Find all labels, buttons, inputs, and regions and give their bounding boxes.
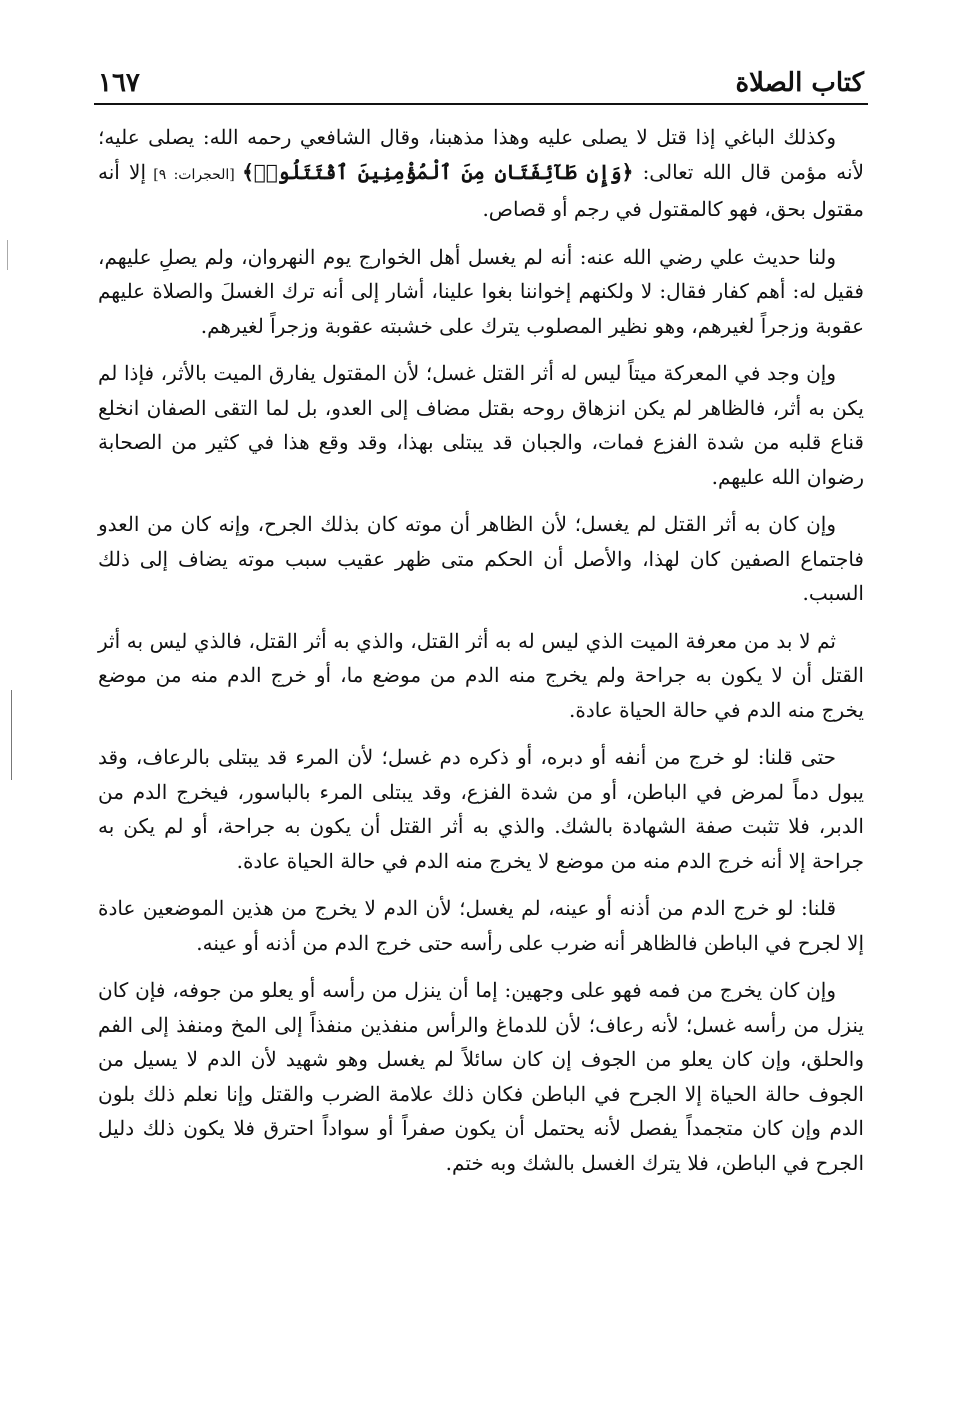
paragraph-7: قلنا: لو خرج الدم من أذنه أو عينه، لم يغسل؛ لأن الدم لا يخرج من هذين الموضعين عادة إلا لجرح في الباطن فالظاهر أنه ضرب على رأسه حتى خرج الدم من أذنه أو عينه.	[98, 896, 864, 955]
scan-margin-line	[11, 690, 12, 780]
paragraph-5: ثم لا بد من معرفة الميت الذي ليس له به أثر القتل، والذي به أثر القتل، فالذي ليس به أثر القتل أن لا يكون به جراحة ولم يخرج منه الدم من موضع ما، أو خرج الدم منه من موضع يخرج منه الدم في حالة الحياة عادة.	[98, 628, 864, 722]
header-divider	[94, 103, 868, 105]
paragraph-4: وإن كان به أثر القتل لم يغسل؛ لأن الظاهر أن موته كان بذلك الجرح، وإنه كان من العدو فاجتماع الصفين كان لهذا، والأصل أن الحكم متى ظهر عقيب سبب موته يضاف إلى ذلك السبب.	[98, 512, 864, 605]
quran-verse: ﴿وَإِن طَآئِفَتَانِ مِنَ ٱلْمُؤْمِنِينَ ٱقْتَتَلُوا۟﴾	[242, 159, 634, 184]
paragraph-text: إلا أنه مقتول بحق، فهو كالمقتول في رجم أو قصاص.	[98, 159, 864, 221]
paragraph-2: ولنا حديث علي رضي الله عنه: أنه لم يغسل أهل الخوارج يوم النهروان، ولم يصلِ عليهم، فقيل له: أهم كفار فقال: لا ولكنهم إخواننا بغوا علينا، أشار إلى أنه ترك الغسلَ والصلاة عليهم عقوبة وزجراً لغيرهم، وهو نظير المصلوب يترك على خشبته عقوبة وزجراً لغيرهم.	[98, 244, 864, 338]
paragraph-8: وإن كان يخرج من فمه فهو على وجهين: إما أن ينزل من رأسه أو يعلو من جوفه، فإن كان ينزل من رأسه غسل؛ لأنه رعاف؛ لأن للدماغ والرأس منفذين منفذاً إلى المخ ومنفذ إلى الفم والحلق، وإن كان يعلو من الجوف إن كان سائلاً لم يغسل وهو شهيد لأن الدم لا يسيل من الجوف حالة الحياة إلا الجرح في الباطن فكان ذلك علامة الضرب والقتل وإنا نعلم ذلك بلون الدم وإن كان متجمداً يفصل لأنه يحتمل أن يكون صفراً أو سواداً احترق فلا يكون ذلك دليل الجرح في الباطن، فلا يترك الغسل بالشك وبه ختم.	[98, 978, 864, 1175]
verse-reference: [الحجرات: ٩]	[146, 166, 243, 183]
chapter-title: كتاب الصلاة	[735, 68, 864, 98]
page-body	[98, 120, 864, 1193]
scan-margin-mark	[7, 240, 8, 270]
paragraph-3: وإن وجد في المعركة ميتاً ليس له أثر القتل غسل؛ لأن المقتول يفارق الميت بالأثر، فإذا لم يكن به أثر، فالظاهر لم يكن انزهاق روحه بقتل مضاف إلى العدو، بل لما التقى الصفان انخلع قناع قلبه من شدة الفزع فمات، والجبان قد يبتلى بهذا، وقد وقع هذا في كثير من الصحابة رضوان الله عليهم.	[98, 361, 864, 489]
paragraph-text: وكذلك الباغي إذا قتل لا يصلى عليه وهذا مذهبنا، وقال الشافعي رحمه الله: يصلى عليه؛ لأنه مؤمن قال الله تعالى:	[98, 125, 864, 184]
paragraph-1	[98, 120, 864, 227]
paragraph-6: حتى قلنا: لو خرج من أنفه أو دبره، أو ذكره دم غسل؛ لأن المرء قد يبتلى بالرعاف، وقد يبول دماً لمرض في الباطن، أو من شدة الفزع، وقد يبتلى المرء بالباسور، فيخرج الدم من الدبر، فلا تثبت صفة الشهادة بالشك. والذي به أثر القتل أن يكون به جراحة، أو لم يكن به جراحة إلا أنه خرج الدم منه من موضع لا يخرج منه الدم في حالة الحياة عادة.	[98, 745, 864, 873]
page-header	[98, 64, 864, 98]
page-number: ١٦٧	[98, 68, 140, 98]
